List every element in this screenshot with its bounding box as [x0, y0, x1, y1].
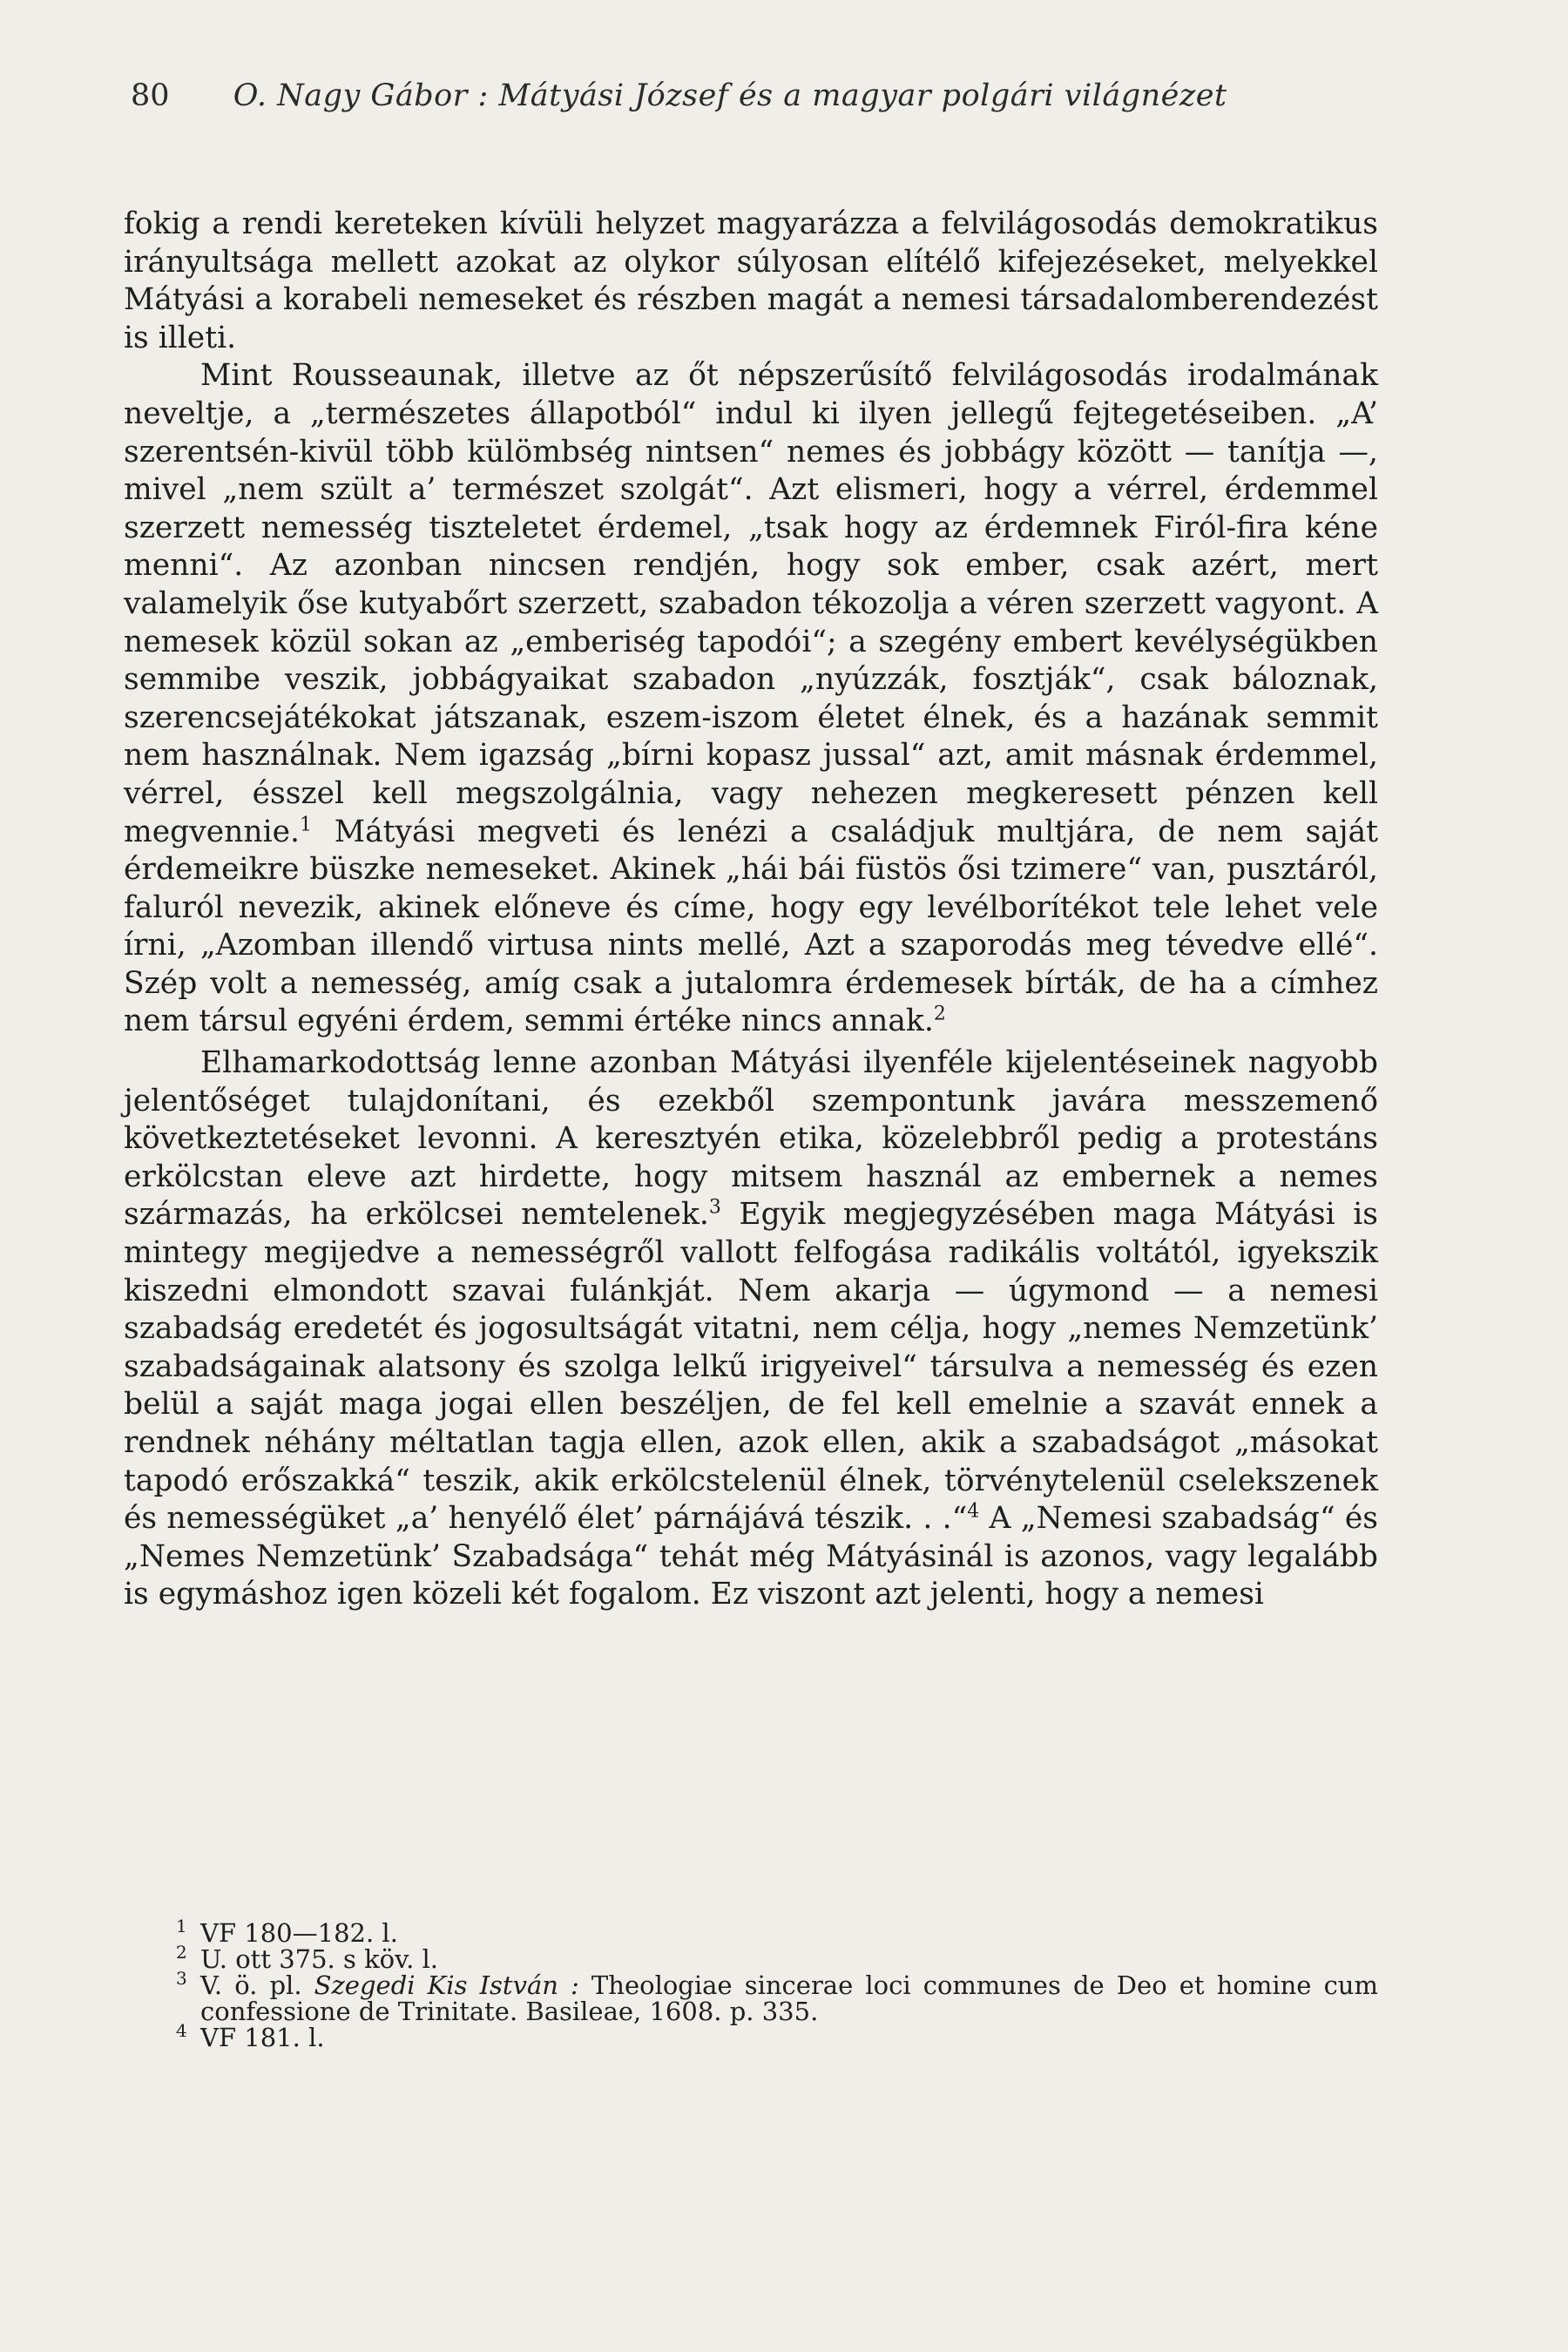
- paragraph-3: [124, 1044, 1378, 1614]
- footnote-1: 1 VF 180—182. l.: [176, 1916, 398, 1948]
- main-text: [124, 206, 1378, 1614]
- footnote-author: Szegedi Kis István :: [314, 1970, 579, 2000]
- footnote-ref: 1: [299, 814, 312, 835]
- paragraph-text: Mátyási megveti és lenézi a családjuk multjára, de nem saját érdemeikre büszke nemeseket. Akinek „hái bái füstös ősi tzimere“ van, pusztáról, faluról nevezik, akinek előneve és címe, hogy egy levélborítékot tele lehet vele írni, „Azomban illendő virtusa nints mellé, Azt a szaporodás meg tévedve ellé“. Szép volt a nemesség, amíg csak a jutalomra érdemesek bírták, de ha a címhez nem társul egyéni érdem, semmi értéke nincs annak.: [124, 814, 1378, 1039]
- footnote-2: 2 U. ott 375. s köv. l.: [176, 1942, 438, 1974]
- paragraph-2: [124, 357, 1378, 1041]
- footnote-4: 4 VF 181. l.: [176, 2020, 325, 2052]
- footnote-ref: 4: [967, 1500, 980, 1523]
- running-title: O. Nagy Gábor : Mátyási József és a magyar polgári világnézet: [233, 78, 1227, 113]
- footnote-text: Theologiae sincerae loci communes de Deo et homine cum confessione de Trinitate. Basileae, 1608. p. 335.: [200, 1970, 1378, 2026]
- paragraph-1: [124, 206, 1378, 357]
- footnote-ref: 2: [933, 1003, 946, 1025]
- footnote-text: VF 180—182. l.: [200, 1918, 398, 1948]
- paragraph-text: Elhamarkodottság lenne azonban Mátyási ilyenféle kijelentéseinek nagyobb jelentőséget tulajdonítani, és ezekből szempontunk javára messzemenő következtetéseket levonni. A keresztyén etika, közelebbről pedig a protestáns erkölcstan eleve azt hirdette, hogy mitsem használ az embernek a nemes származás, ha erkölcsei nemtelenek.: [124, 1045, 1378, 1233]
- page-number: 80: [131, 78, 170, 113]
- footnote-text: U. ott 375. s köv. l.: [200, 1944, 438, 1974]
- paragraph-text: fokig a rendi kereteken kívüli helyzet magyarázza a felvilágosodás demokratikus irányultsága mellett azokat az olykor súlyosan elítélő kifejezéseket, melyekkel Mátyási a korabeli nemeseket és részben magát a nemesi társadalomberendezést is illeti.: [124, 206, 1378, 355]
- paragraph-text: Mint Rousseaunak, illetve az őt népszerűsítő felvilágosodás irodalmának neveltje, a „természetes állapotból“ indul ki ilyen jellegű fejtegetéseiben. „A’ szerentsén-kivül több külömbség nintsen“ nemes és jobbágy között — tanítja —, mivel „nem szült a’ természet szolgát“. Azt elismeri, hogy a vérrel, érdemmel szerzett nemesség tiszteletet érdemel, „tsak hogy az érdemnek Firól-fira kéne menni“. Az azonban nincsen rendjén, hogy sok ember, csak azért, mert valamelyik őse kutyabőrt szerzett, szabadon tékozolja a véren szerzett vagyont. A nemesek közül sokan az „emberiség tapodói“; a szegény embert kevélységükben semmibe veszik, jobbágyaikat szabadon „nyúzzák, fosztják“, csak báloznak, szerencsejátékokat játszanak, eszem-iszom életet élnek, és a hazának semmit nem használnak. Nem igazság „bírni kopasz jussal“ azt, amit másnak érdemmel, vérrel, ésszel kell megszolgálnia, vagy nehezen megkeresett pénzen kell megvennie.: [124, 358, 1378, 849]
- footnote-ref: 3: [708, 1196, 721, 1219]
- paragraph-text: Egyik megjegyzésében maga Mátyási is mintegy megijedve a nemességről vallott felfogása radikális voltától, igyekszik kiszedni elmondott szavai fulánkját. Nem akarja — úgymond — a nemesi szabadság eredetét és jogosultságát vitatni, nem célja, hogy „nemes Nemzetünk’ szabadságainak alatsony és szolga lelkű irigyeivel“ társulva a nemesség és ezen belül a saját maga jogai ellen beszéljen, de fel kell emelnie a szavát ennek a rendnek néhány méltatlan tagja ellen, azok ellen, akik a szabadságot „másokat tapodó erőszakká“ teszik, akik erkölcstelenül élnek, törvénytelenül cselekszenek és nemességüket „a’ henyélő élet’ párnájává tészik. . .“: [124, 1197, 1378, 1537]
- footnote-text: V. ö. pl.: [200, 1970, 314, 2000]
- footnote-text: VF 181. l.: [200, 2023, 325, 2052]
- footnotes: [124, 1916, 1378, 2052]
- running-header: [131, 77, 1394, 115]
- paragraph-text: A „Nemesi szabadság“ és „Nemes Nemzetünk’ Szabadsága“ tehát még Mátyásinál is azonos, vagy legalább is egymáshoz igen közeli két fogalom. Ez viszont azt jelenti, hogy a nemesi: [124, 1501, 1379, 1612]
- footnote-3: 3 V. ö. pl. Szegedi Kis István : Theologiae sincerae loci communes de Deo et homine cum confessione de Trinitate. Basileae, 1608. p. 335.: [176, 1968, 1378, 2026]
